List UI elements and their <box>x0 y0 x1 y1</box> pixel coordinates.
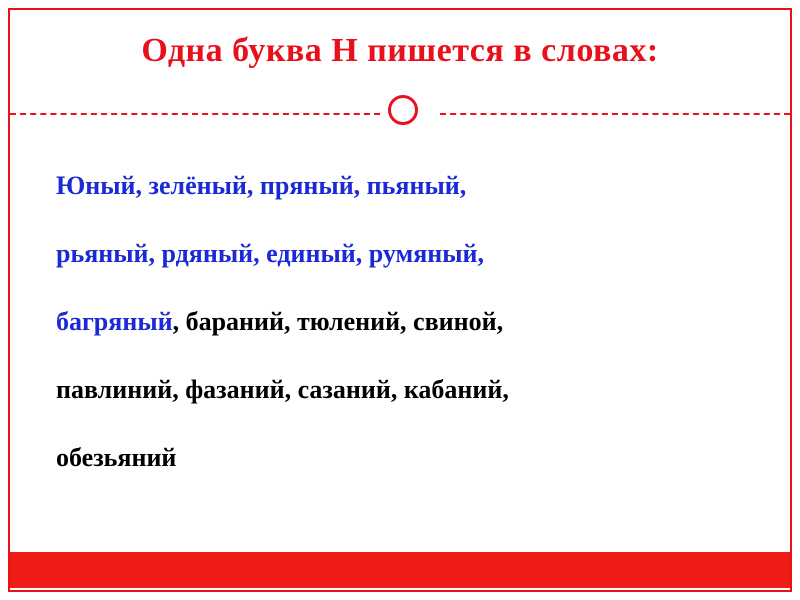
slide-border-right <box>790 8 792 592</box>
word-line-4 <box>56 356 760 424</box>
slide-title: Одна буква Н пишется в словах: <box>141 32 659 69</box>
slide-border-left <box>8 8 10 592</box>
word-line-2 <box>56 220 760 288</box>
word-line-2-blue: рьяный, рдяный, единый, румяный, <box>56 239 485 268</box>
word-line-1 <box>56 152 760 220</box>
divider-dash-left <box>10 113 380 115</box>
slide-border-top <box>8 8 792 10</box>
word-line-4-black: павлиний, фазаний, сазаний, кабаний, <box>56 375 509 404</box>
word-line-3 <box>56 288 760 356</box>
word-line-5-black: обезьяний <box>56 443 177 472</box>
footer-band <box>10 552 790 588</box>
word-line-1-blue: Юный, зелёный, пряный, пьяный, <box>56 171 467 200</box>
divider-circle-icon <box>388 95 418 125</box>
slide-border-bottom <box>8 590 792 592</box>
divider-dash-right <box>440 113 790 115</box>
slide-body <box>56 152 760 492</box>
word-line-3-blue: багряный <box>56 307 173 336</box>
word-line-5 <box>56 424 760 492</box>
title-divider <box>10 113 790 115</box>
word-line-3-black: , бараний, тюлений, свиной, <box>172 307 504 336</box>
